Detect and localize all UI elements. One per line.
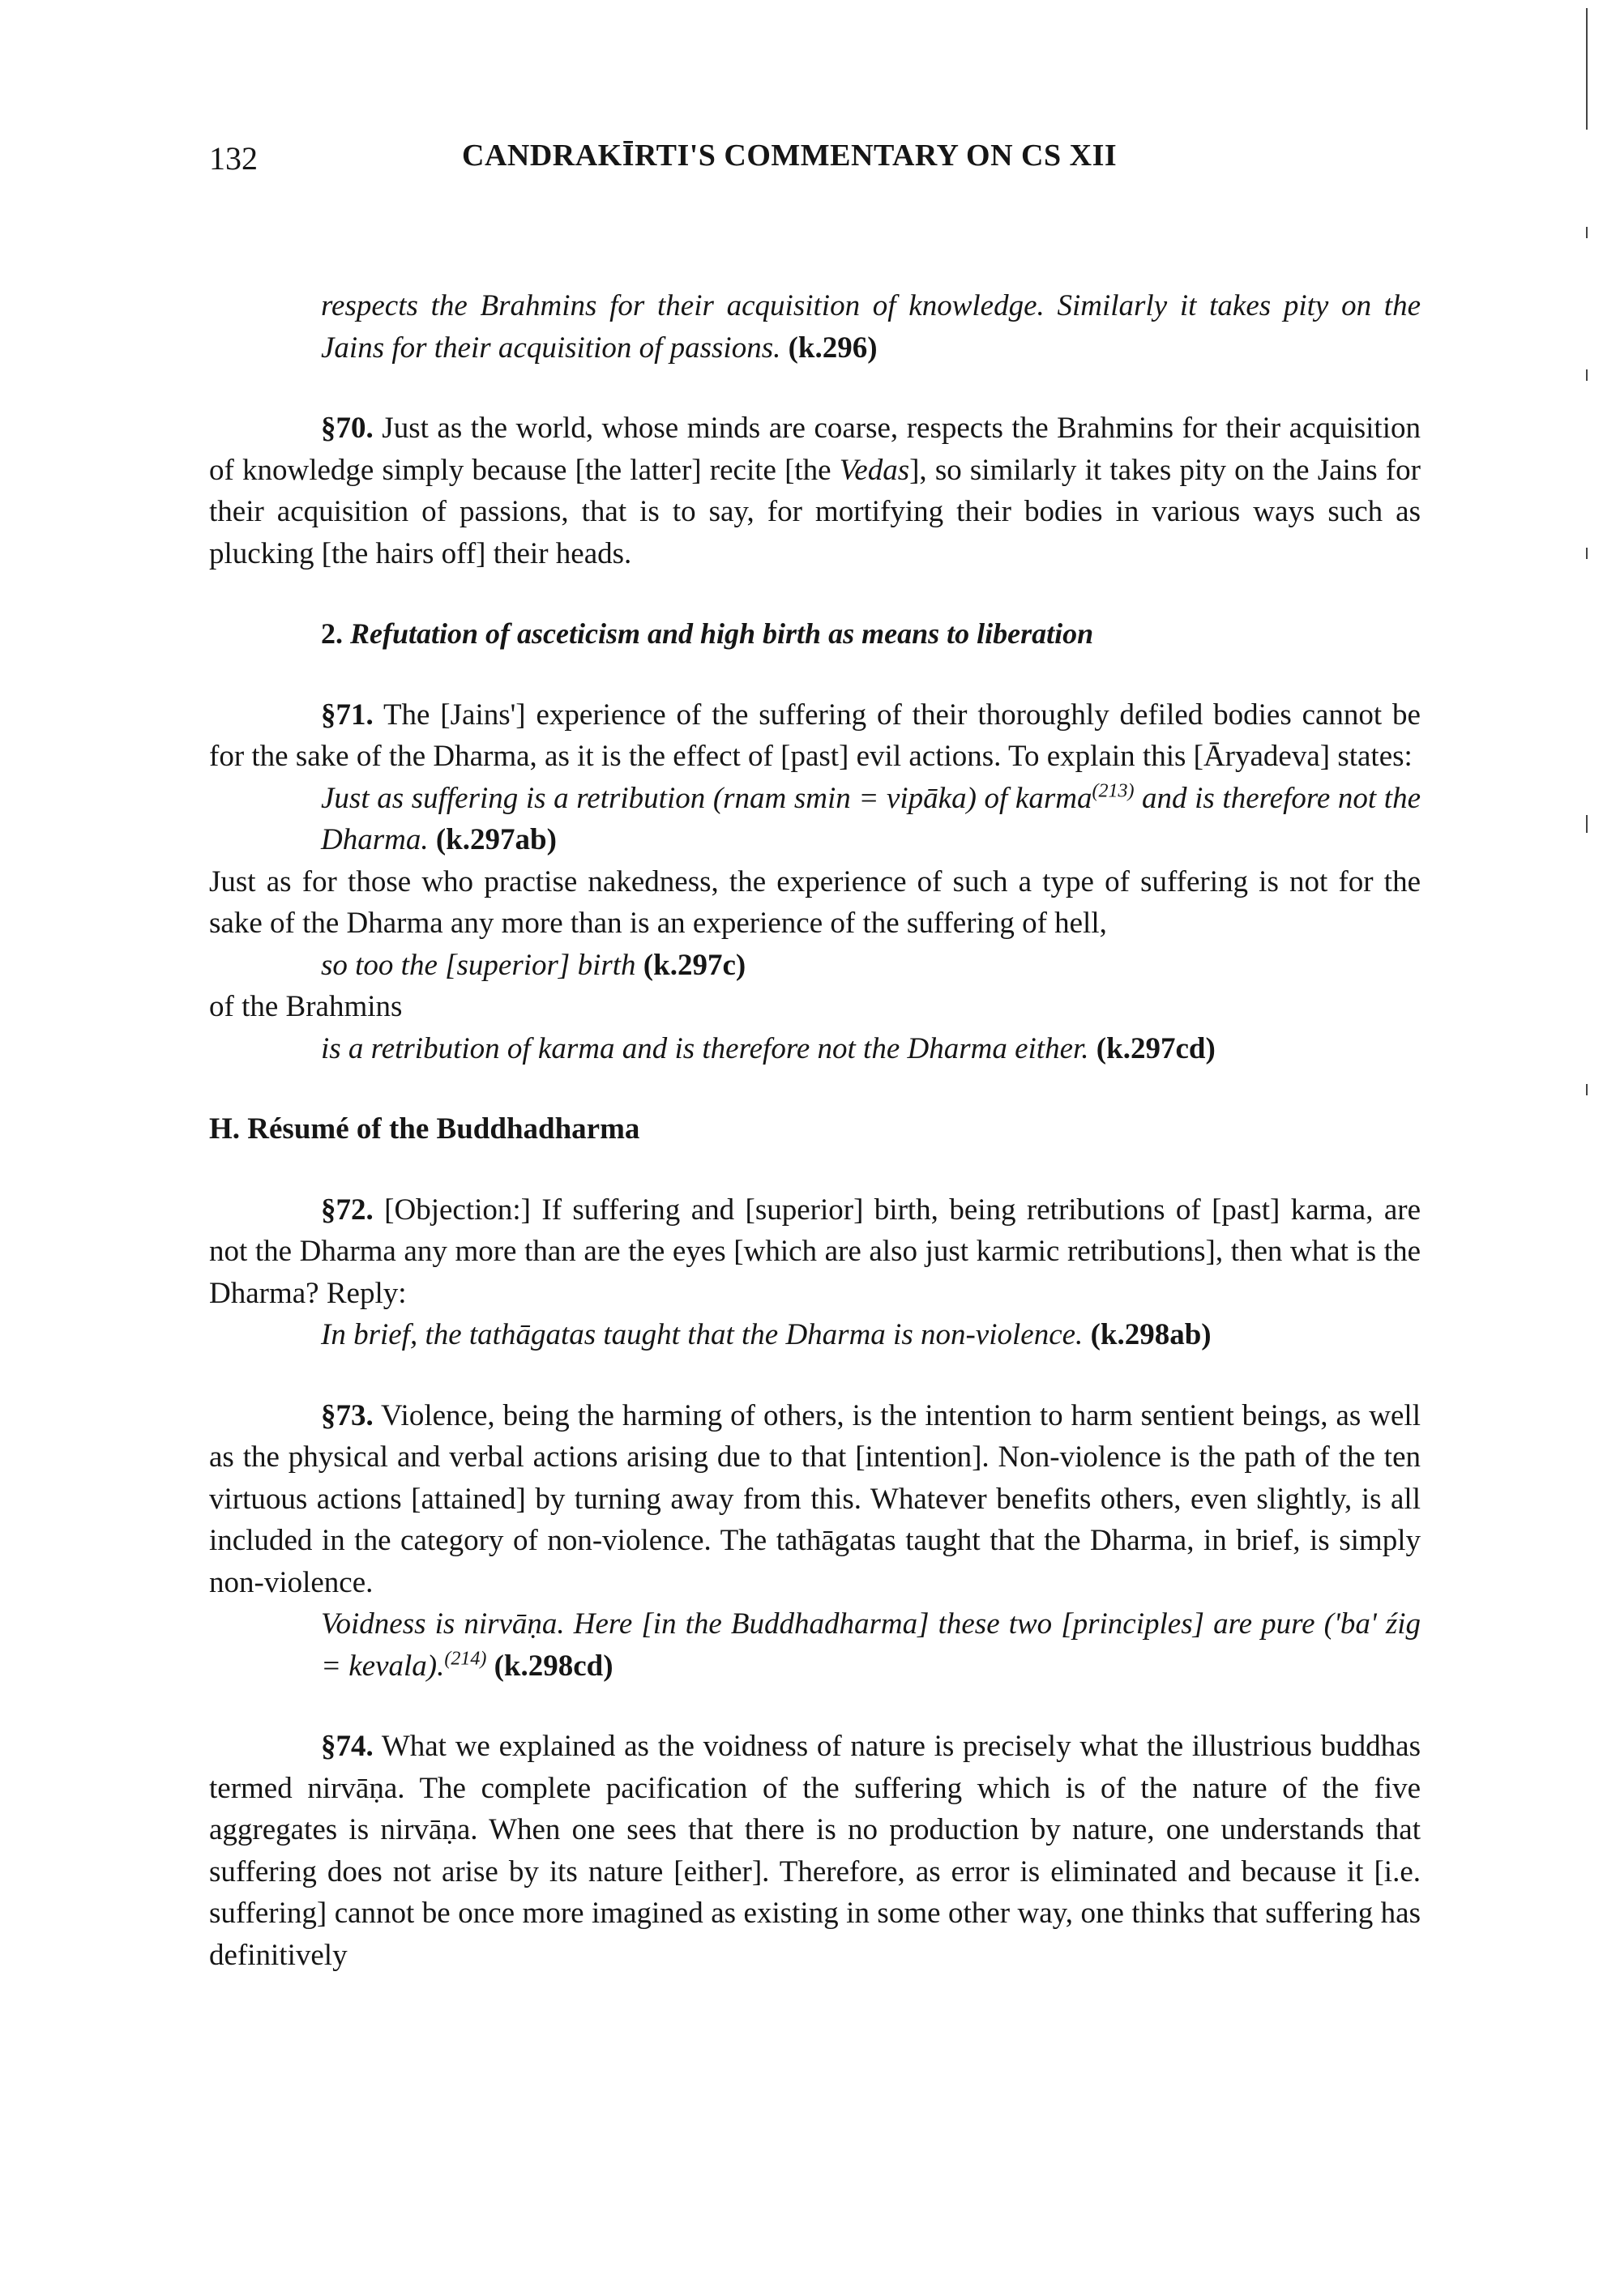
footnote-marker: (213) — [1092, 780, 1135, 802]
verse-text: Just as suffering is a retribution (rnam smin = vipāka) of karma — [321, 781, 1092, 815]
paragraph-71-cont2 — [209, 986, 1421, 1028]
paragraph-text: Just as the world, whose minds are coarse, respects the Brahmins for their acquisition of knowledge simply because [the latter] recite [the — [209, 412, 1421, 487]
paragraph-text: Just as for those who practise nakedness, the experience of such a type of suffering is not for the sake of the Dharma any more than is an experience of the suffering of hell, — [209, 864, 1421, 940]
verse-text: so too the [superior] birth — [321, 948, 636, 982]
paragraph-74 — [209, 1726, 1421, 1976]
page-body — [209, 285, 1421, 1976]
verse-reference: (k.297c) — [643, 948, 746, 982]
section-heading: H. Résumé of the Buddhadharma — [209, 1112, 640, 1146]
section-number: §72. — [321, 1193, 374, 1227]
page-number: 132 — [209, 140, 258, 177]
section-number: §71. — [321, 698, 374, 732]
scan-edge-mark — [1586, 815, 1588, 833]
verse-k297c — [321, 945, 1421, 987]
verse-text: In brief, the tathāgatas taught that the Dharma is non-violence. — [321, 1318, 1084, 1351]
verse-reference: (k.297ab) — [435, 823, 557, 856]
paragraph-italic: Vedas — [839, 453, 910, 487]
verse-text: respects the Brahmins for their acquisition of knowledge. Similarly it takes pity on the Jains for their acquisition of passions. — [321, 289, 1421, 365]
verse-text: is a retribution of karma and is therefore not the Dharma either. — [321, 1031, 1089, 1065]
paragraph-text: [Objection:] If suffering and [superior] birth, being retributions of [past] karma, are not the Dharma any more than are the eyes [which are also just karmic retributions], then what is the Dharma? Reply: — [209, 1193, 1421, 1310]
page-header — [0, 136, 1603, 185]
scan-edge-mark — [1586, 548, 1588, 559]
verse-text: Voidness is nirvāṇa. Here [in the Buddhadharma] these two [principles] are pure ('ba' źig = kevala). — [321, 1607, 1421, 1683]
verse-text-cont: and is therefore not the Dharma. — [321, 781, 1421, 856]
paragraph-73 — [209, 1395, 1421, 1604]
section-number: §74. — [321, 1730, 374, 1763]
paragraph-text: of the Brahmins — [209, 990, 403, 1023]
section-number: §73. — [321, 1398, 374, 1432]
verse-k298cd — [321, 1603, 1421, 1687]
footnote-marker: (214) — [444, 1648, 487, 1670]
scan-edge-mark — [1586, 369, 1588, 381]
paragraph-text: Violence, being the harming of others, is the intention to harm sentient beings, as well as the physical and verbal actions arising due to that [intention]. Non-violence is the path of the ten virtuous actions [attained] by turning away from this. Whatever benefits others, even slightly, is all included in the category of non-violence. The tathāgatas taught that the Dharma, in brief, is simply non-violence. — [209, 1398, 1421, 1599]
subsection-number: 2. — [321, 617, 343, 650]
verse-reference: (k.298ab) — [1090, 1318, 1212, 1351]
verse-k298ab — [321, 1314, 1421, 1356]
paragraph-70 — [209, 408, 1421, 574]
paragraph-72 — [209, 1189, 1421, 1315]
paragraph-71 — [209, 694, 1421, 778]
section-number: §70. — [321, 412, 374, 445]
paragraph-text-cont: ], so similarly it takes pity on the Jains for their acquisition of passions, that is to say, for mortifying their bodies in various ways such as plucking [the hairs off] their heads. — [209, 453, 1421, 570]
scan-edge-mark — [1586, 8, 1588, 130]
verse-reference: (k.297cd) — [1096, 1031, 1216, 1065]
verse-reference: (k.296) — [788, 331, 878, 365]
running-title: CANDRAKĪRTI'S COMMENTARY ON CS XII — [462, 139, 1118, 173]
verse-k297cd — [321, 1028, 1421, 1070]
subsection-title: Refutation of asceticism and high birth as means to liberation — [350, 617, 1094, 650]
paragraph-text: The [Jains'] experience of the suffering of their thoroughly defiled bodies cannot be for the sake of the Dharma, as it is the effect of [past] evil actions. To explain this [Āryadeva] states: — [209, 698, 1421, 773]
paragraph-71-cont — [209, 861, 1421, 945]
verse-reference: (k.298cd) — [494, 1649, 613, 1683]
scan-edge-mark — [1586, 1084, 1588, 1095]
verse-k296 — [321, 285, 1421, 369]
verse-k297ab — [321, 778, 1421, 861]
scan-edge-mark — [1586, 227, 1588, 238]
subsection-heading — [321, 613, 1421, 655]
paragraph-text: What we explained as the voidness of nature is precisely what the illustrious buddhas termed nirvāṇa. The complete pacification of the suffering which is of the nature of the five aggregates is nirvāṇa. When one sees that there is no production by nature, one understands that suffering does not arise by its nature [either]. Therefore, as error is eliminated and because it [i.e. suffering] cannot be once more imagined as existing in some other way, one thinks that suffering has definitively — [209, 1730, 1421, 1972]
